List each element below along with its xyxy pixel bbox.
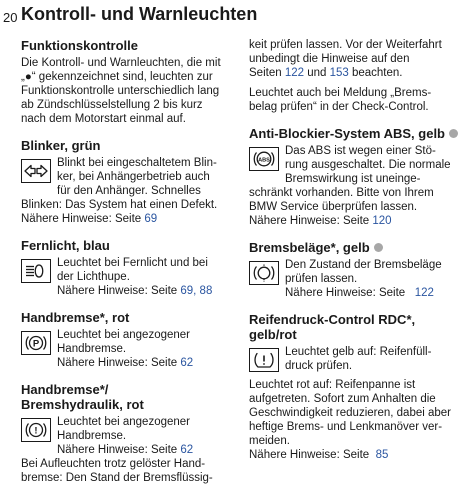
text-line: schränkt vorhanden. Bitte von Ihrem bbox=[249, 187, 434, 199]
text-line: ker, bei Anhängerbetrieb auch bbox=[57, 171, 210, 183]
text-line: der Lichthupe. bbox=[57, 271, 130, 283]
text-line: Geschwindigkeit reduzieren, dabei aber bbox=[249, 407, 452, 419]
section-bremshydraulik bbox=[21, 382, 249, 485]
text-line: unbedingt die Hinweise auf den bbox=[249, 53, 410, 65]
text-line: prüfen lassen. bbox=[285, 273, 358, 285]
text-line: druck prüfen. bbox=[285, 360, 353, 372]
section-continuation bbox=[249, 38, 469, 114]
turn-signal-arrows-icon bbox=[21, 159, 51, 183]
text-line: Leuchtet gelb auf: Reifenfüll- bbox=[285, 346, 432, 358]
text-line: Das ABS ist wegen einer Stö- bbox=[285, 145, 436, 157]
text-line: meiden. bbox=[249, 435, 290, 447]
section-heading: Anti-Blockier-System ABS, gelb bbox=[249, 126, 446, 141]
reference-prefix: Nähere Hinweise: Seite bbox=[285, 287, 415, 299]
text-line: Handbremse. bbox=[57, 343, 127, 355]
section-heading: Blinker, grün bbox=[21, 138, 101, 153]
section-heading: Handbremse*/ bbox=[21, 382, 109, 397]
text-line: aufgetreten. Sofort zum Anhalten die bbox=[249, 393, 436, 405]
text-line: Blinkt bei eingeschaltetem Blin- bbox=[57, 157, 217, 169]
text-line: belag prüfen“ in der Check-Control. bbox=[249, 101, 429, 113]
text-line: Handbremse. bbox=[57, 430, 127, 442]
page-reference-link[interactable]: 122 bbox=[284, 67, 304, 79]
parking-brake-icon bbox=[21, 331, 51, 355]
reference-prefix: Nähere Hinweise: Seite bbox=[21, 213, 145, 225]
abs-icon-label: ABS bbox=[258, 157, 270, 164]
page-reference-link[interactable]: 62 bbox=[180, 444, 194, 456]
section-heading: gelb/rot bbox=[249, 327, 297, 342]
section-heading: Handbremse*, rot bbox=[21, 310, 130, 325]
text-line: „●“ gekennzeichnet sind, leuchten zur bbox=[21, 71, 213, 83]
section-funktionskontrolle bbox=[21, 38, 249, 126]
section-heading: Reifendruck-Control RDC*, bbox=[249, 312, 416, 327]
page-reference-link[interactable]: 62 bbox=[180, 357, 194, 369]
section-heading: Bremsbeläge*, gelb bbox=[249, 240, 370, 255]
function-check-dot-icon bbox=[374, 243, 383, 252]
reference-line bbox=[249, 448, 469, 462]
reference-prefix: Nähere Hinweise: Seite bbox=[57, 444, 181, 456]
abs-icon bbox=[249, 147, 279, 171]
svg-text:!: ! bbox=[34, 425, 38, 437]
text-line: Bei Aufleuchten trotz gelöster Hand- bbox=[21, 458, 206, 470]
page-reference-link[interactable]: 69 bbox=[144, 213, 158, 225]
text-line: nach dem Motorstart einmal auf. bbox=[21, 113, 186, 125]
page-reference-link[interactable]: 85 bbox=[375, 449, 389, 461]
text-fragment: Seiten bbox=[249, 67, 285, 79]
text-line: Blinken: Das System hat einen Defekt. bbox=[21, 199, 218, 211]
text-line: Leuchtet auch bei Meldung „Brems- bbox=[249, 87, 432, 99]
text-line: Leuchtet bei angezogener bbox=[57, 416, 190, 428]
reference-line bbox=[249, 66, 469, 80]
reference-line bbox=[57, 284, 249, 298]
brake-warning-icon bbox=[21, 418, 51, 442]
page-reference-link[interactable]: 153 bbox=[329, 67, 349, 79]
section-abs bbox=[249, 126, 469, 228]
section-heading-row bbox=[249, 126, 469, 141]
text-line: Die Kontroll- und Warnleuchten, die mit bbox=[21, 57, 221, 69]
section-heading-row bbox=[249, 240, 469, 255]
section-bremsbelaege bbox=[249, 240, 469, 300]
text-line: Leuchtet bei angezogener bbox=[57, 329, 190, 341]
text-line: ab Zündschlüsselstellung 2 bis kurz bbox=[21, 99, 203, 111]
reference-line bbox=[21, 212, 249, 226]
section-handbremse bbox=[21, 310, 249, 370]
text-line: rung ausgeschaltet. Die normale bbox=[285, 159, 451, 171]
reference-line bbox=[249, 214, 469, 228]
text-line: für den Anhänger. Schnelles bbox=[57, 185, 201, 197]
reference-prefix: Nähere Hinweise: Seite bbox=[57, 285, 181, 297]
text-fragment: beachten. bbox=[348, 67, 403, 79]
section-fernlicht bbox=[21, 238, 249, 298]
brake-pad-icon bbox=[249, 261, 279, 285]
page-reference-link[interactable]: 122 bbox=[414, 287, 434, 299]
section-rdc bbox=[249, 312, 469, 462]
svg-text:P: P bbox=[32, 338, 40, 350]
text-line: Leuchtet rot auf: Reifenpanne ist bbox=[249, 379, 416, 391]
section-heading: Fernlicht, blau bbox=[21, 238, 110, 253]
reference-line bbox=[57, 356, 249, 370]
section-heading: Funktionskontrolle bbox=[21, 38, 138, 53]
reference-prefix: Nähere Hinweise: Seite bbox=[249, 449, 376, 461]
tire-pressure-icon bbox=[249, 348, 279, 372]
text-line: Leuchtet bei Fernlicht und bei bbox=[57, 257, 208, 269]
reference-prefix: Nähere Hinweise: Seite bbox=[57, 357, 181, 369]
right-column bbox=[249, 38, 469, 462]
reference-line bbox=[285, 286, 469, 300]
text-fragment: und bbox=[304, 67, 330, 79]
page-title: Kontroll- und Warnleuchten bbox=[21, 4, 258, 24]
left-column bbox=[21, 38, 249, 485]
page-reference-link[interactable]: 120 bbox=[372, 215, 392, 227]
page-reference-link[interactable]: 69, 88 bbox=[180, 285, 213, 297]
text-line: keit prüfen lassen. Vor der Weiterfahrt bbox=[249, 39, 442, 51]
section-blinker bbox=[21, 138, 249, 226]
text-line: Bremswirkung ist uneinge- bbox=[285, 173, 421, 185]
text-line: bremse: Den Stand der Bremsflüssig- bbox=[21, 472, 213, 484]
text-line: Funktionskontrolle unterschiedlich lang bbox=[21, 85, 220, 97]
text-line: BMW Service überprüfen lassen. bbox=[249, 201, 418, 213]
function-check-dot-icon bbox=[449, 129, 458, 138]
section-heading: Bremshydraulik, rot bbox=[21, 397, 144, 412]
text-line: heftige Brems- und Lenkmanöver ver- bbox=[249, 421, 443, 433]
reference-prefix: Nähere Hinweise: Seite bbox=[249, 215, 373, 227]
reference-line bbox=[57, 443, 249, 457]
page-number: 20 bbox=[3, 10, 18, 25]
text-line: Den Zustand der Bremsbeläge bbox=[285, 259, 442, 271]
high-beam-icon bbox=[21, 259, 51, 283]
